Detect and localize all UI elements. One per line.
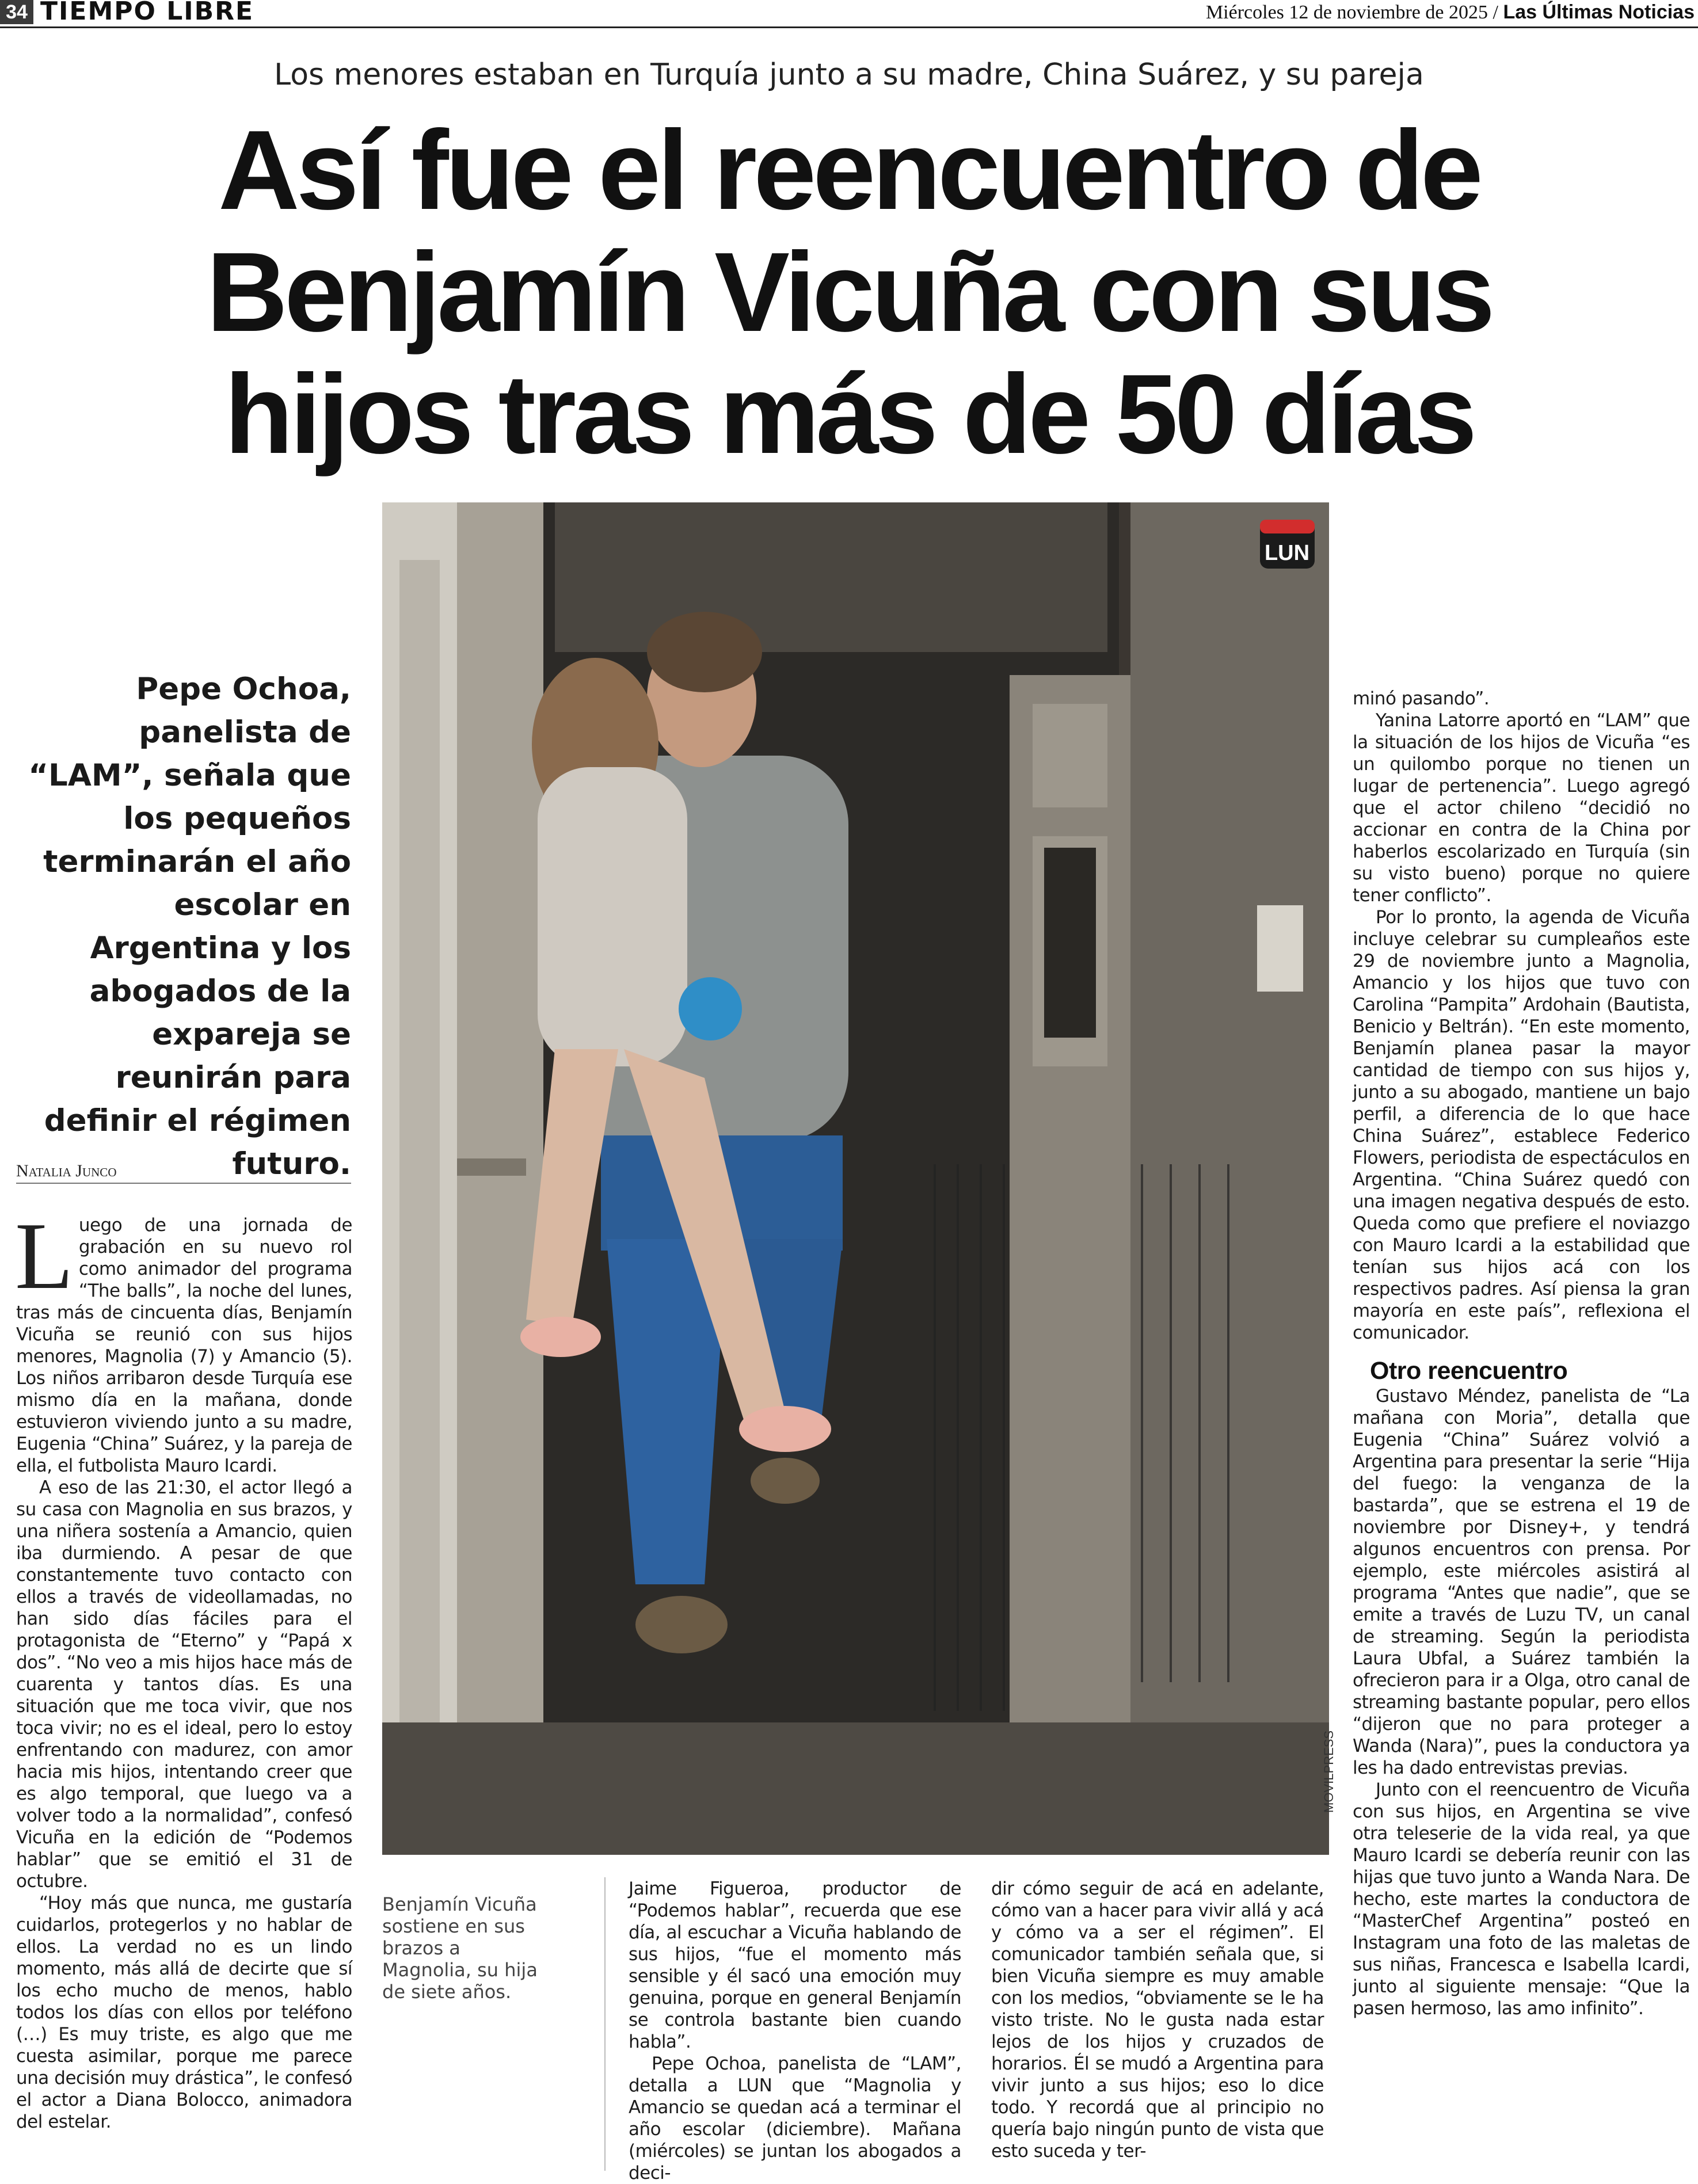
- col4-paragraph-5: Junto con el reencuentro de Vicuña con sus hijos, en Argentina se vive otra teleserie de la vida real, ya que Mauro Icardi se debería reunir con las hijas que tuvo junto a Wanda Nara. De hecho, este martes la conductora de “MasterChef Argentina” posteó en Instagram una foto de las maletas de sus niñas, Francesca e Isabella Icardi, junto al siguiente mensaje: “Que la pasen hermoso, las amo infinito”.: [1353, 1779, 1690, 2019]
- col4-paragraph-3: Por lo pronto, la agenda de Vicuña incluye celebrar su cumpleaños este 29 de noviembre junto a Magnolia, Amancio y los hijos que tuvo con Carolina “Pampita” Ardohain (Bautista, Benicio y Beltrán). “En este momento, Benjamín planea pasar la mayor cantidad de tiempo con sus hijos y, junto a su abogado, mantiene un bajo perfil, a diferencia de lo que hace China Suárez”, establece Federico Flowers, periodista de espectáculos en Argentina. “China Suárez quedó con una imagen negativa después de esto. Queda como que prefiere el noviazgo con Mauro Icardi a la estabilidad que tenían sus hijos acá con los respectivos padres. Así piensa la gran mayoría en este país”, reflexiona el comunicador.: [1353, 907, 1690, 1343]
- dateline: [1206, 1, 1695, 24]
- col4-paragraph-1: minó pasando”.: [1353, 688, 1490, 709]
- caption-rule: [604, 1877, 606, 2171]
- body-column-1: [15, 1203, 352, 2133]
- byline: Natalia Junco: [16, 1161, 117, 1180]
- kicker: Los menores estaban en Turquía junto a su madre, China Suárez, y su pareja: [274, 58, 1424, 92]
- col1-paragraph-2: A eso de las 21:30, el actor llegó a su casa con Magnolia en sus brazos, y una niñera sostenía a Amancio, quien iba durmiendo. A pesar de que constantemente tuvo contacto con ellos a través de videollamadas, no han sido días fáciles para el protagonista de “Eterno” y “Papá x dos”. “No veo a mis hijos hace más de cuarenta y tantos días. Es una situación que me toca vivir, que nos toca vivir; no es el ideal, pero lo estoy enfrentando con madurez, con amor hacia mis hijos, intentando creer que es algo temporal, que luego va a volver todo a la normalidad”, confesó Vicuña en la edición de “Podemos hablar” que se emitió el 31 de octubre.: [16, 1477, 352, 1892]
- separator: /: [1493, 2, 1498, 23]
- headline: Así fue el reencuentro de Benjamín Vicuña con sus hijos tras más de 50 días: [206, 107, 1492, 477]
- body-column-3: [991, 1878, 1324, 2162]
- article-photo: [382, 502, 1329, 1855]
- subheading: Otro reencuentro: [1370, 1357, 1568, 1385]
- body-column-4: [1353, 688, 1690, 2019]
- lun-badge: LUN: [1264, 541, 1310, 565]
- photo-credit: MOVILPRESS: [1322, 1730, 1336, 1813]
- paper-name: Las Últimas Noticias: [1503, 1, 1695, 23]
- body-column-2: [629, 1878, 961, 2184]
- col1-paragraph-1: uego de una jornada de grabación en su nuevo rol como animador del programa “The balls”, la noche del lunes, tras más de cincuenta días, Benjamín Vicuña se reunió con sus hijos menores, Magnolia (7) y Amancio (5). Los niños arribaron desde Turquía ese mismo día en la mañana, donde estuvieron viviendo junto a su madre, Eugenia “China” Suárez, y la pareja de ella, el futbolista Mauro Icardi.: [16, 1215, 352, 1476]
- issue-date: Miércoles 12 de noviembre de 2025: [1205, 2, 1488, 23]
- byline-rule: [16, 1183, 351, 1184]
- drop-cap: L: [15, 1203, 73, 1309]
- photo-caption: Benjamín Vicuña sostiene en sus brazos a Magnolia, su hija de siete años.: [382, 1893, 538, 2003]
- col3-paragraph-1: dir cómo seguir de acá en adelante, cómo van a hacer para vivir allá y acá y cómo va a ser el régimen”. El comunicador también señala que, si bien Vicuña siempre es muy amable con los medios, “obviamente se le ha visto triste. No le gusta nada estar lejos de los hijos y cruzados de horarios. Él se mudó a Argentina para vivir junto a sus hijos; eso lo dice todo. Y recordá que al principio no quería bajo ningún punto de vista que esto suceda y ter-: [991, 1878, 1324, 2162]
- col4-paragraph-4: Gustavo Méndez, panelista de “La mañana con Moria”, detalla que Eugenia “China” Suárez volvió a Argentina para presentar la serie “Hija del fuego: la venganza de la bastarda”, que se estrena el 19 de noviembre por Disney+, y tendrá algunos encuentros con prensa. Por ejemplo, este miércoles asistirá al programa “Antes que nadie”, que se emite a través de Luzu TV, un canal de streaming. Según la periodista Laura Ubfal, a Suárez también la ofrecieron para ir a Olga, otro canal de streaming bastante popular, pero ellos “dijeron que no para proteger a Wanda (Nara)”, pues la conductora ya les ha dado entrevistas previas.: [1353, 1386, 1690, 1778]
- col1-paragraph-3: “Hoy más que nunca, me gustaría cuidarlos, protegerlos y no hablar de ellos. La verdad no es un lindo momento, más allá de decirte que sí los echo mucho de menos, hablo todos los días con ellos por teléfono (…) Es muy triste, es algo que me cuesta asimilar, porque me parece una decisión muy drástica”, le confesó el actor a Diana Bolocco, animadora del estelar.: [16, 1893, 352, 2132]
- page-number: 34: [0, 0, 33, 24]
- col2-paragraph-1: Jaime Figueroa, productor de “Podemos hablar”, recuerda que ese día, al escuchar a Vicuña hablando de sus hijos, “fue el momento más sensible y él sacó una emoción muy genuina, porque en general Benjamín se controla bastante bien cuando habla”.: [629, 1878, 961, 2052]
- col2-paragraph-2: Pepe Ochoa, panelista de “LAM”, detalla a LUN que “Magnolia y Amancio se quedan acá a terminar el año escolar (diciembre). Mañana (miércoles) se juntan los abogados a deci-: [629, 2053, 961, 2183]
- col4-paragraph-2: Yanina Latorre aportó en “LAM” que la situación de los hijos de Vicuña “es un quilombo porque no tienen un lugar de pertenencia”. Luego agregó que el actor chileno “decidió no accionar en contra de la China por haberlos escolarizado en Turquía (sin su visto bueno) porque no quiere tener conflicto”.: [1353, 710, 1690, 906]
- section-title: TIEMPO LIBRE: [40, 0, 254, 26]
- lead-paragraph: Pepe Ochoa, panelista de “LAM”, señala que los pequeños terminarán el año escolar en Argentina y los abogados de la expareja se reunirán para definir el régimen futuro.: [28, 672, 351, 1181]
- header-rule: [0, 26, 1698, 28]
